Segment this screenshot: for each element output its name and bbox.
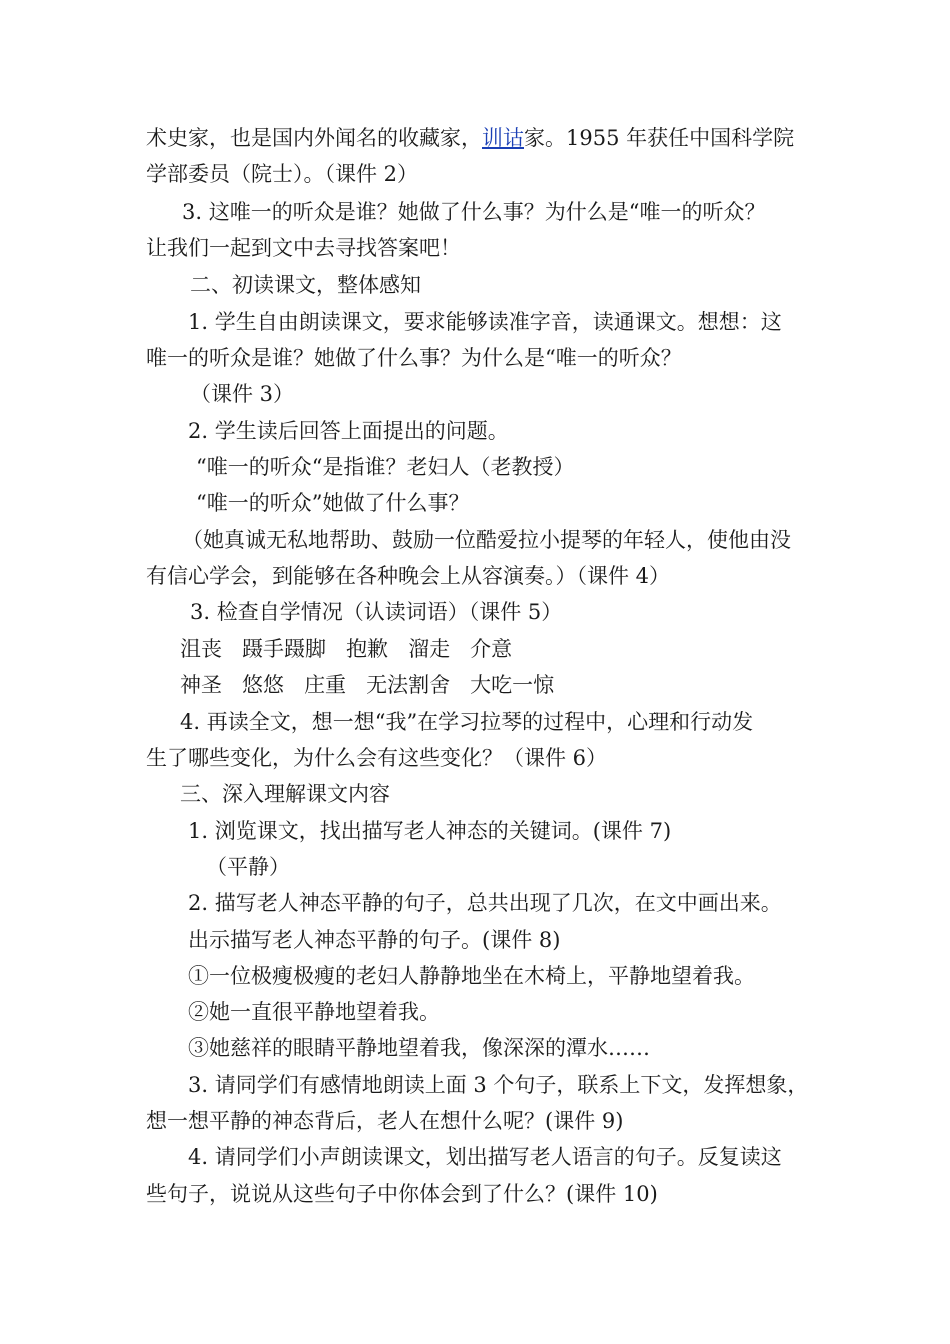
vocab-word: 大吃一惊 xyxy=(470,673,555,697)
section-heading-2: 二、初读课文，整体感知 xyxy=(190,273,421,297)
paragraph-intro-line2: 学部委员（院士）。（课件 2） xyxy=(146,162,419,186)
intro-text-before: 术史家，也是国内外闻名的收藏家， xyxy=(146,126,482,150)
answer-who: “唯一的听众“是指谁？老妇人（老教授） xyxy=(196,455,575,479)
task-2: 2. 描写老人神态平静的句子，总共出现了几次，在文中画出来。 xyxy=(188,891,782,915)
step-2: 2. 学生读后回答上面提出的问题。 xyxy=(188,419,509,443)
vocab-word: 沮丧 xyxy=(180,637,222,661)
vocab-word: 庄重 xyxy=(304,673,347,697)
vocab-row-2 xyxy=(180,672,554,698)
task-1: 1. 浏览课文，找出描写老人神态的关键词。(课件 7) xyxy=(188,819,672,843)
task-3-line1: 3. 请同学们有感情地朗读上面 3 个句子，联系上下文，发挥想象， xyxy=(188,1073,809,1097)
task-2-intro: 出示描写老人神态平静的句子。(课件 8) xyxy=(188,928,561,952)
vocab-word: 神圣 xyxy=(180,673,222,697)
step-4-line2: 生了哪些变化，为什么会有这些变化？（课件 6） xyxy=(146,746,608,770)
step-1-line1: 1. 学生自由朗读课文，要求能够读准字音，读通课文。想想：这 xyxy=(188,310,782,334)
step-3: 3. 检查自学情况（认读词语）（课件 5） xyxy=(190,600,563,624)
vocab-word: 溜走 xyxy=(408,637,451,661)
question-3-line1: 3. 这唯一的听众是谁？她做了什么事？为什么是“唯一的听众？ xyxy=(182,200,766,224)
xungu-link[interactable]: 训诂 xyxy=(482,126,524,150)
paragraph-intro-line1 xyxy=(146,125,794,151)
task-4-line1: 4. 请同学们小声朗读课文，划出描写老人语言的句子。反复读这 xyxy=(188,1145,782,1169)
answer-what-line1: （她真诚无私地帮助、鼓励一位酷爱拉小提琴的年轻人，使他由没 xyxy=(182,528,791,552)
vocab-word: 无法割舍 xyxy=(366,673,451,697)
sentence-3: ③她慈祥的眼睛平静地望着我，像深深的潭水…… xyxy=(188,1036,650,1060)
answer-what-question: “唯一的听众”她做了什么事？ xyxy=(196,491,470,515)
vocab-word: 悠悠 xyxy=(242,673,285,697)
answer-what-line2: 有信心学会，到能够在各种晚会上从容演奏。）（课件 4） xyxy=(146,564,671,588)
vocab-word: 蹑手蹑脚 xyxy=(242,637,327,661)
sentence-2: ②她一直很平静地望着我。 xyxy=(188,1000,440,1024)
task-3-line2: 想一想平静的神态背后，老人在想什么呢？(课件 9) xyxy=(146,1109,624,1133)
sentence-1: ①一位极瘦极瘦的老妇人静静地坐在木椅上，平静地望着我。 xyxy=(188,964,755,988)
step-1-line3: （课件 3） xyxy=(190,382,295,406)
vocab-row-1 xyxy=(180,636,512,662)
task-1-answer: （平静） xyxy=(206,855,290,879)
step-4-line1: 4. 再读全文，想一想“我”在学习拉琴的过程中，心理和行动发 xyxy=(180,710,754,734)
section-heading-3: 三、深入理解课文内容 xyxy=(180,782,390,806)
question-3-line2: 让我们一起到文中去寻找答案吧！ xyxy=(146,236,461,260)
vocab-word: 介意 xyxy=(470,637,513,661)
step-1-line2: 唯一的听众是谁？她做了什么事？为什么是“唯一的听众？ xyxy=(146,346,682,370)
vocab-word: 抱歉 xyxy=(346,637,389,661)
intro-text-after: 家。1955 年获任中国科学院 xyxy=(524,126,795,150)
task-4-line2: 些句子，说说从这些句子中你体会到了什么？(课件 10) xyxy=(146,1182,658,1206)
